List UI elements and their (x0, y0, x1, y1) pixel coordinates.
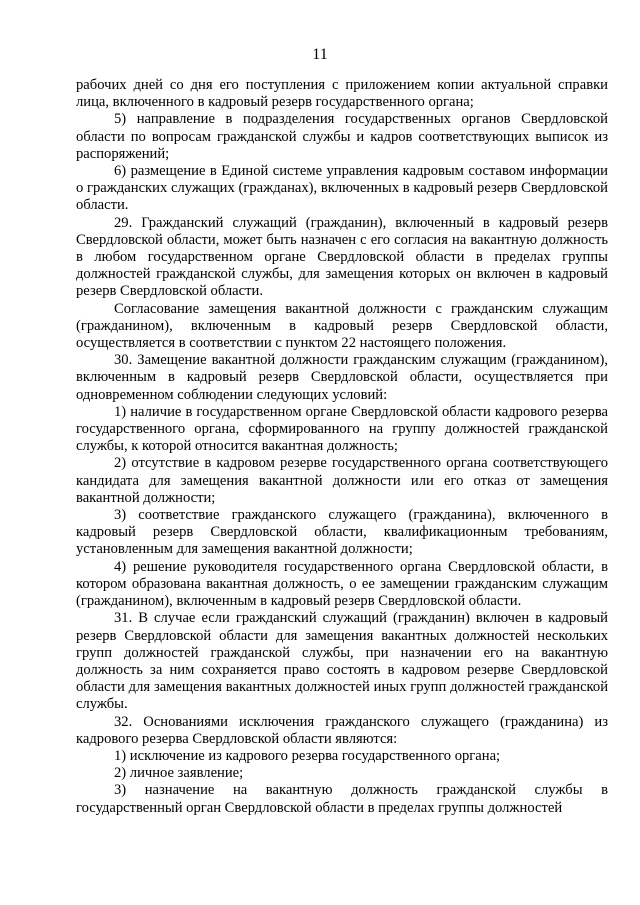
paragraph-clause-29-approval: Согласование замещения вакантной должности с гражданским служащим (гражданином), включенным в кадровый резерв Свердловской области, осуществляется в соответствии с пунктом 22 настоящего положения. (76, 300, 608, 352)
paragraph-clause-32-item-1: 1) исключение из кадрового резерва государственного органа; (114, 747, 501, 764)
paragraph-continuation: рабочих дней со дня его поступления с приложением копии актуальной справки лица, включенного в кадровый резерв государственного органа; (76, 77, 608, 111)
document-body (76, 77, 608, 817)
paragraph-clause-30-item-2: 2) отсутствие в кадровом резерве государственного органа соответствующего кандидата для замещения вакантной должности или его отказ от замещения вакантной должности; (76, 455, 608, 506)
paragraph-clause-32: 32. Основаниями исключения гражданского служащего (гражданина) из кадрового резерва Свердловской области являются: (76, 713, 608, 747)
paragraph-item-6: 6) размещение в Единой системе управления кадровым составом информации о гражданских служащих (гражданах), включенных в кадровый резерв Свердловской области. (76, 163, 608, 214)
paragraph-clause-29: 29. Гражданский служащий (гражданин), включенный в кадровый резерв Свердловской области, может быть назначен с его согласия на вакантную должность в любом государственном органе Свердловской области в пределах группы должностей гражданской службы, для замещения которых он включен в кадровый резерв Свердловской области. (76, 214, 608, 300)
paragraph-clause-30-item-4: 4) решение руководителя государственного органа Свердловской области, в котором образована вакантная должность, о ее замещении гражданским служащим (гражданином), включенным в кадровый резерв Свердловской области. (76, 558, 608, 610)
paragraph-item-5: 5) направление в подразделения государственных органов Свердловской области по вопросам гражданской службы и кадров соответствующих выписок из распоряжений; (76, 111, 608, 162)
paragraph-clause-31: 31. В случае если гражданский служащий (гражданин) включен в кадровый резерв Свердловской области для замещения вакантных должностей нескольких групп должностей гражданской службы, при назначении его на вакантную должность за ним сохраняется право состоять в кадровом резерве Свердловской области для замещения вакантных должностей иных групп должностей гражданской службы. (76, 610, 608, 713)
paragraph-clause-30: 30. Замещение вакантной должности гражданским служащим (гражданином), включенным в кадровый резерв Свердловской области, осуществляется при одновременном соблюдении следующих условий: (76, 352, 608, 403)
page-number: 11 (312, 46, 328, 63)
paragraph-clause-30-item-1: 1) наличие в государственном органе Свердловской области кадрового резерва государственного органа, сформированного на группу должностей гражданской службы, к которой относится вакантная должность; (76, 403, 608, 455)
paragraph-clause-32-item-3: 3) назначение на вакантную должность гражданской службы в государственный орган Свердловской области в пределах группы должностей (76, 782, 608, 816)
paragraph-clause-30-item-3: 3) соответствие гражданского служащего (гражданина), включенного в кадровый резерв Свердловской области, квалификационным требованиям, установленным для замещения вакантной должности; (76, 507, 608, 558)
paragraph-clause-32-item-2: 2) личное заявление; (114, 765, 244, 782)
